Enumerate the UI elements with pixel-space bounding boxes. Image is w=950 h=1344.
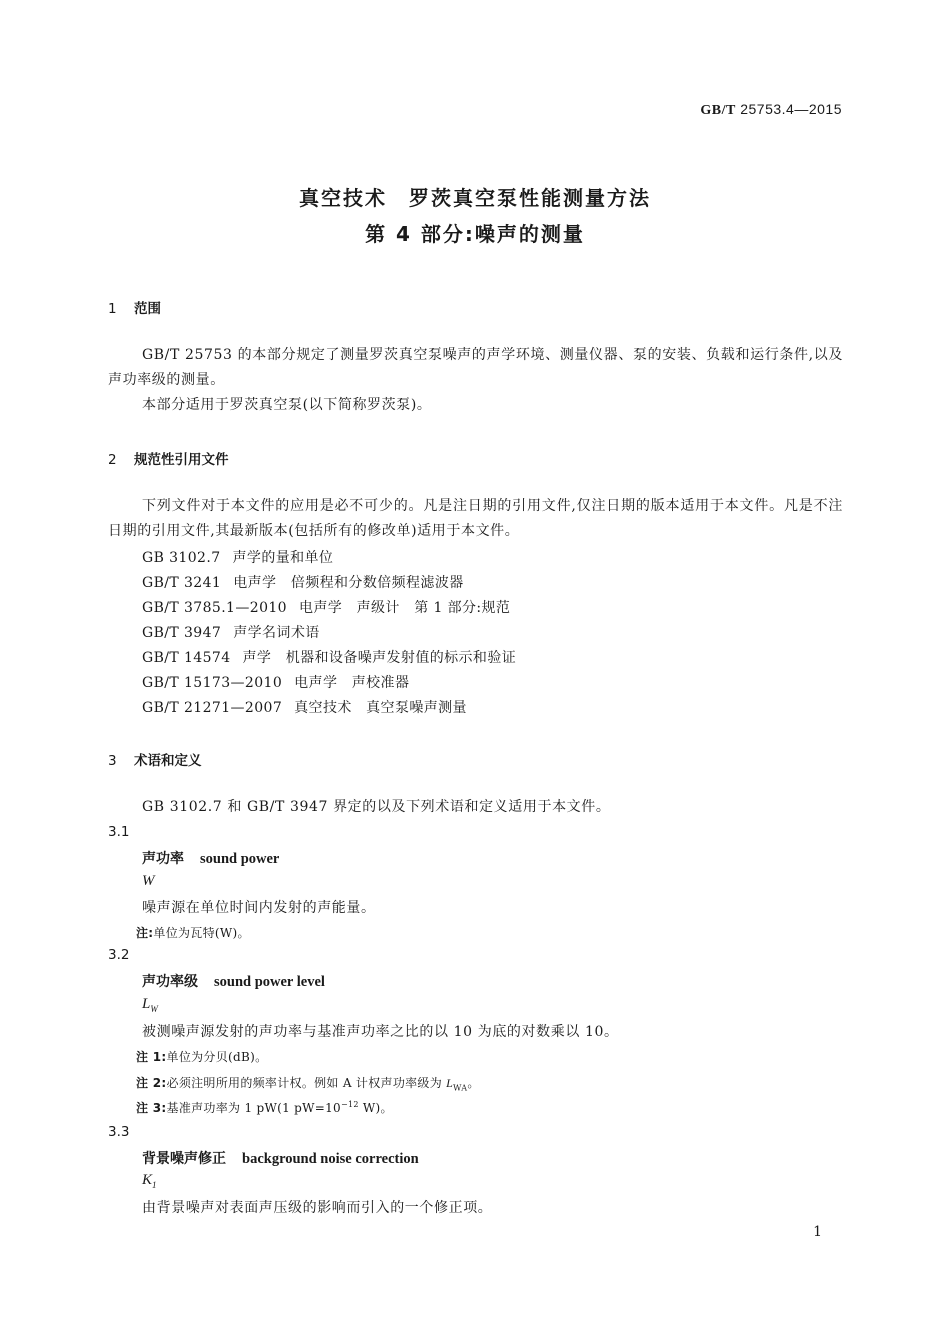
standard-prefix: GB/T [700, 103, 736, 118]
page-number: 1 [813, 1224, 822, 1240]
section-title: 术语和定义 [134, 753, 202, 769]
document-title-line2: 第 4 部分:噪声的测量 [365, 222, 585, 246]
term-definition: 噪声源在单位时间内发射的声能量。 [142, 900, 376, 916]
reference-title: 电声学 倍频程和分数倍频程滤波器 [233, 575, 464, 591]
term-symbol [142, 1172, 157, 1190]
note-text: 基准声功率为 1 pW(1 pW=10 [166, 1101, 341, 1115]
symbol-subscript: 1 [152, 1180, 157, 1190]
terms-intro: GB 3102.7 和 GB/T 3947 界定的以及下列术语和定义适用于本文件。 [142, 799, 611, 815]
symbol-main: L [142, 996, 151, 1012]
reference-code: GB/T 3785.1—2010 [142, 600, 287, 616]
term-heading [142, 848, 279, 868]
term-zh: 声功率级 [142, 974, 198, 990]
reference-title: 声学 机器和设备噪声发射值的标示和验证 [242, 650, 517, 666]
term-zh: 声功率 [142, 851, 184, 867]
reference-code: GB/T 15173—2010 [142, 675, 283, 691]
symbol-subscript: W [150, 1004, 158, 1014]
term-note [136, 924, 250, 941]
section-title: 规范性引用文件 [134, 452, 229, 468]
reference-code: GB 3102.7 [142, 550, 221, 566]
reference-title: 电声学 声级计 第 1 部分:规范 [299, 600, 511, 616]
note-label: 注 3: [136, 1101, 167, 1115]
note-text: 单位为瓦特(W)。 [153, 926, 250, 940]
note-label: 注 2: [136, 1076, 167, 1090]
reference-code: GB/T 21271—2007 [142, 700, 283, 716]
term-definition: 被测噪声源发射的声功率与基准声功率之比的以 10 为底的对数乘以 10。 [142, 1024, 619, 1040]
note-label: 注 1: [136, 1050, 167, 1064]
note-label: 注: [136, 926, 154, 940]
note-symbol-subscript: WA [453, 1083, 468, 1093]
term-symbol [142, 996, 158, 1014]
reference-code: GB/T 14574 [142, 650, 231, 666]
section-2-heading [108, 448, 229, 468]
reference-item [142, 647, 516, 667]
term-note-1 [136, 1048, 267, 1065]
symbol-main: K [142, 1172, 153, 1188]
term-number: 3.3 [108, 1124, 130, 1140]
term-zh: 背景噪声修正 [142, 1151, 226, 1167]
section-3-heading [108, 749, 202, 769]
section-1-heading [108, 297, 161, 317]
note-symbol: L [446, 1076, 454, 1090]
term-symbol: W [142, 873, 155, 889]
note-text-end: W)。 [358, 1101, 393, 1115]
reference-code: GB/T 3947 [142, 625, 222, 641]
section-title: 范围 [134, 301, 161, 317]
term-definition: 由背景噪声对表面声压级的影响而引入的一个修正项。 [142, 1200, 493, 1216]
reference-item [142, 572, 464, 592]
section-number: 3 [108, 753, 117, 769]
reference-title: 声学名词术语 [233, 625, 320, 641]
term-heading [142, 1148, 419, 1168]
term-note-2 [136, 1074, 480, 1092]
scope-paragraph-1: GB/T 25753 的本部分规定了测量罗茨真空泵噪声的声学环境、测量仪器、泵的安装、负载和运行条件,以及声功率级的测量。 [108, 347, 843, 388]
reference-item [142, 547, 333, 567]
reference-code: GB/T 3241 [142, 575, 222, 591]
normative-references-intro: 下列文件对于本文件的应用是必不可少的。凡是注日期的引用文件,仅注日期的版本适用于本文件。凡是不注日期的引用文件,其最新版本(包括所有的修改单)适用于本文件。 [108, 498, 843, 539]
reference-item [142, 597, 510, 617]
note-exponent: −12 [340, 1100, 359, 1109]
term-heading [142, 971, 325, 991]
reference-title: 真空技术 真空泵噪声测量 [294, 700, 467, 716]
note-text-end: 。 [467, 1076, 480, 1090]
term-en: background noise correction [242, 1151, 419, 1167]
note-text: 必须注明所用的频率计权。例如 A 计权声功率级为 [166, 1076, 447, 1090]
term-en: sound power [200, 851, 280, 867]
note-text: 单位为分贝(dB)。 [166, 1050, 268, 1064]
standard-code [700, 101, 842, 119]
scope-paragraph-2: 本部分适用于罗茨真空泵(以下简称罗茨泵)。 [142, 397, 432, 413]
document-title-line1: 真空技术 罗茨真空泵性能测量方法 [299, 186, 651, 210]
reference-item [142, 672, 409, 692]
term-note-3 [136, 1099, 393, 1116]
reference-item [142, 697, 467, 717]
reference-title: 电声学 声校准器 [294, 675, 410, 691]
reference-title: 声学的量和单位 [232, 550, 334, 566]
standard-number: 25753.4—2015 [740, 101, 842, 117]
section-number: 1 [108, 301, 117, 317]
section-number: 2 [108, 452, 117, 468]
term-en: sound power level [214, 974, 325, 990]
reference-item [142, 622, 320, 642]
term-number: 3.2 [108, 947, 130, 963]
term-number: 3.1 [108, 824, 130, 840]
